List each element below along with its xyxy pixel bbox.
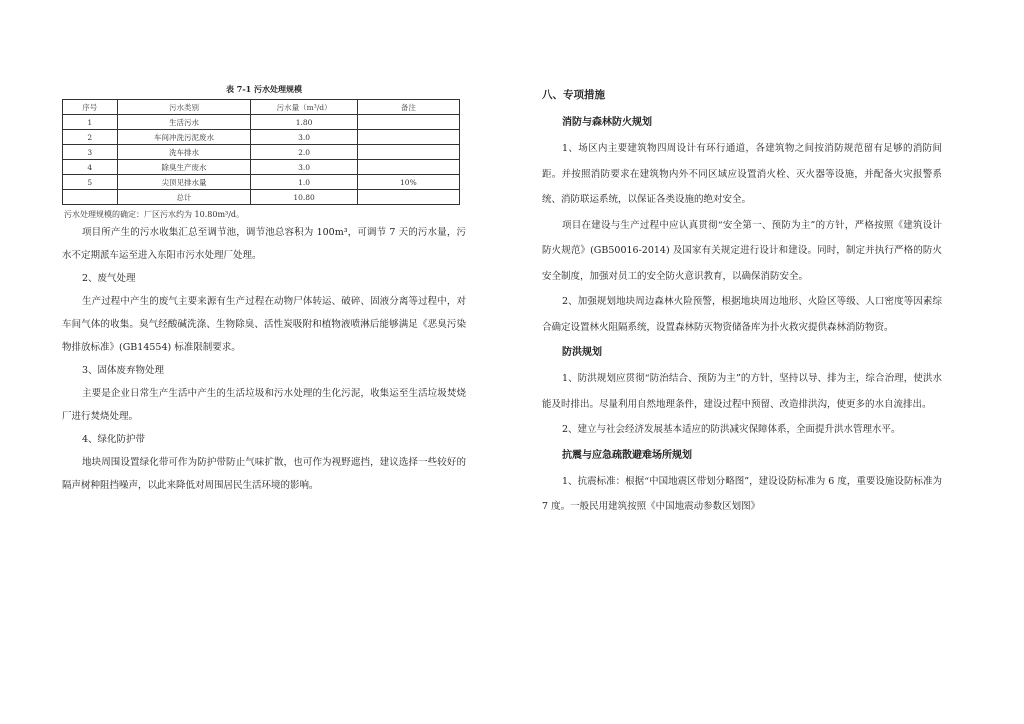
table-header-row: [63, 100, 460, 115]
table-total-row: [63, 190, 460, 205]
section-heading: 4、绿化防护带: [82, 434, 146, 445]
table-cell: 3.0: [251, 160, 357, 175]
left-page: [62, 84, 466, 497]
total-value: 10.80: [251, 190, 357, 205]
header-cell: 序号: [63, 100, 118, 115]
table-cell: 1.80: [251, 115, 357, 130]
table-cell: 除臭生产废水: [117, 160, 251, 175]
right-page: [542, 84, 942, 520]
table-row: [63, 130, 460, 145]
table-cell: 尖顶见排水量: [117, 175, 251, 190]
paragraph: 2、建立与社会经济发展基本适应的防洪减灾保障体系，全面提升洪水管理水平。: [562, 424, 901, 435]
paragraph: 1、防洪规划应贯彻“防治结合、预防为主”的方针，坚持以导、排为主，综合治理，使洪水能及时排出。尽量利用自然地理条件，建设过程中预留、改造排洪沟，使更多的水自流排出。: [542, 373, 942, 410]
paragraph: 地块周围设置绿化带可作为防护带防止气味扩散，也可作为视野遮挡，建议选择一些较好的隔声树种阻挡噪声，以此来降低对周围居民生活环境的影响。: [62, 457, 466, 491]
table-cell: [357, 160, 459, 175]
table-caption: 表 7-1 污水处理规模: [225, 84, 303, 94]
table-note: 污水处理规模的确定：厂区污水约为 10.80m³/d。: [64, 210, 245, 219]
subsection-heading: 消防与森林防火规划: [562, 117, 652, 128]
header-cell: 备注: [357, 100, 459, 115]
header-cell: 污水类别: [117, 100, 251, 115]
table-cell: 5: [63, 175, 118, 190]
wastewater-table: [62, 99, 460, 205]
total-label: 总计: [117, 190, 251, 205]
table-cell: [357, 115, 459, 130]
paragraph: 主要是企业日常生产生活中产生的生活垃圾和污水处理的生化污泥，收集运至生活垃圾焚烧厂进行焚烧处理。: [62, 388, 466, 422]
paragraph: 生产过程中产生的废气主要来源有生产过程在动物尸体转运、破碎、固液分离等过程中，对车间气体的收集。臭气经酸碱洗涤、生物除臭、活性炭吸附和植物液喷淋后能够满足《恶臭污染物排放标准》(GB14554) 标准限制要求。: [62, 296, 466, 353]
table-cell: 2: [63, 130, 118, 145]
subsection-heading: 防洪规划: [562, 347, 602, 358]
table-cell: [357, 190, 459, 205]
paragraph: 项目在建设与生产过程中应认真贯彻“安全第一、预防为主”的方针，严格按照《建筑设计防火规范》(GB50016-2014) 及国家有关规定进行设计和建设。同时，制定并执行严格的防火安全制度，加强对员工的安全防火意识教育，以确保消防安全。: [542, 219, 942, 282]
table-row: [63, 175, 460, 190]
table-cell: 3: [63, 145, 118, 160]
table-cell: 车间冲洗污泥废水: [117, 130, 251, 145]
table-row: [63, 160, 460, 175]
table-cell: 洗车排水: [117, 145, 251, 160]
table-cell: 10%: [357, 175, 459, 190]
paragraph: 项目所产生的污水收集汇总至调节池，调节池总容积为 100m³，可调节 7 天的污水量，污水不定期派车运至进入东阳市污水处理厂处理。: [62, 227, 466, 261]
paragraph: 2、加强规划地块周边森林火险预警，根据地块周边地形、火险区等级、人口密度等因素综合确定设置林火阻隔系统，设置森林防灭物资储备库为扑火救灾提供森林消防物资。: [542, 296, 942, 333]
subsection-heading: 抗震与应急疏散避难场所规划: [562, 449, 692, 461]
table-cell: 生活污水: [117, 115, 251, 130]
paragraph: 1、抗震标准：根据“中国地震区带划分略图”，建设设防标准为 6 度，重要设施设防标准为 7 度。一般民用建筑按照《中国地震动参数区划图》: [542, 475, 942, 512]
table-cell: [63, 190, 118, 205]
header-cell: 污水量（m³/d）: [251, 100, 357, 115]
table-row: [63, 115, 460, 130]
section-heading: 2、废气处理: [82, 273, 136, 284]
section-heading: 3、固体废弃物处理: [82, 365, 165, 376]
table-cell: 4: [63, 160, 118, 175]
table-cell: 1: [63, 115, 118, 130]
table-cell: [357, 130, 459, 145]
section-title: 八、专项措施: [542, 89, 605, 101]
table-cell: 3.0: [251, 130, 357, 145]
table-cell: [357, 145, 459, 160]
table-cell: 1.0: [251, 175, 357, 190]
paragraph: 1、场区内主要建筑物四周设计有环行通道，各建筑物之间按消防规范留有足够的消防间距。并按照消防要求在建筑物内外不同区域应设置消火栓、灭火器等设施，并配备火灾报警系统、消防联运系统，以保证各类设施的绝对安全。: [542, 143, 942, 205]
table-row: [63, 145, 460, 160]
table-cell: 2.0: [251, 145, 357, 160]
